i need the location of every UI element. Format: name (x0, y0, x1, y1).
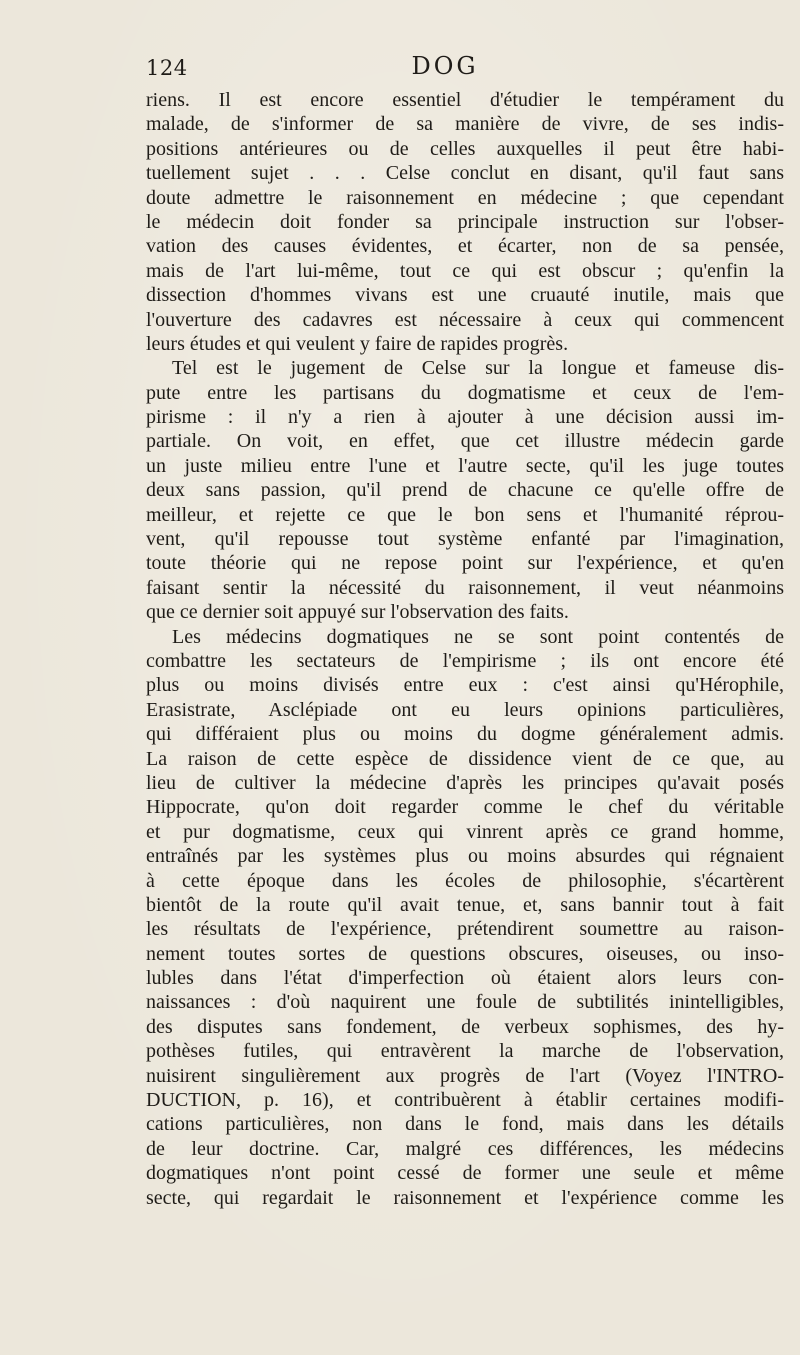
text-line: dogmatiques n'ont point cessé de former une seule et même (146, 1162, 784, 1185)
text-line: pute entre les partisans du dogmatisme et ceux de l'em- (146, 381, 784, 404)
text-line: l'ouverture des cadavres est nécessaire à ceux qui commencent (146, 308, 784, 331)
text-line: malade, de s'informer de sa manière de vivre, de ses indis- (146, 113, 784, 136)
text-line: doute admettre le raisonnement en médecine ; que cependant (146, 186, 784, 209)
text-line: secte, qui regardait le raisonnement et l'expérience comme les (146, 1186, 784, 1209)
text-line: meilleur, et rejette ce que le bon sens et l'humanité réprou- (146, 503, 784, 526)
text-line: positions antérieures ou de celles auxquelles il peut être habi- (146, 137, 784, 160)
text-line: cations particulières, non dans le fond, mais dans les détails (146, 1113, 784, 1136)
text-line: plus ou moins divisés entre eux : c'est ainsi qu'Hérophile, (146, 674, 784, 697)
text-line: lieu de cultiver la médecine d'après les principes qu'avait posés (146, 771, 784, 794)
text-line: lubles dans l'état d'imperfection où étaient alors leurs con- (146, 967, 784, 990)
text-line: riens. Il est encore essentiel d'étudier le tempérament du (146, 89, 784, 111)
running-head: DOG (411, 52, 479, 80)
text-line: naissances : d'où naquirent une foule de subtilités inintelligibles, (146, 991, 784, 1014)
text-line: bientôt de la route qu'il avait tenue, et, sans bannir tout à fait (146, 893, 784, 916)
text-line: toute théorie qui ne repose point sur l'expérience, et qu'en (146, 552, 784, 575)
text-line: pirisme : il n'y a rien à ajouter à une décision aussi im- (146, 406, 784, 429)
page-number: 124 (146, 56, 188, 80)
text-line: mais de l'art lui-même, tout ce qui est obscur ; qu'enfin la (146, 259, 784, 282)
text-line: les résultats de l'expérience, prétendirent soumettre au raison- (146, 918, 784, 941)
text-line: partiale. On voit, en effet, que cet illustre médecin garde (146, 430, 784, 453)
text-line: DUCTION, p. 16), et contribuèrent à établir certaines modifi- (146, 1089, 784, 1112)
text-line: vation des causes évidentes, et écarter, non de sa pensée, (146, 235, 784, 258)
text-line: des disputes sans fondement, de verbeux sophismes, des hy- (146, 1015, 784, 1038)
text-line: entraînés par les systèmes plus ou moins absurdes qui régnaient (146, 845, 784, 868)
text-line: Erasistrate, Asclépiade ont eu leurs opinions particulières, (146, 698, 784, 721)
text-line: tuellement sujet . . . Celse conclut en disant, qu'il faut sans (146, 162, 784, 185)
text-line: et pur dogmatisme, ceux qui vinrent après ce grand homme, (146, 820, 784, 843)
text-line: La raison de cette espèce de dissidence vient de ce que, au (146, 747, 784, 770)
text-line: deux sans passion, qu'il prend de chacune ce qu'elle offre de (146, 479, 784, 502)
text-line: pothèses futiles, qui entravèrent la marche de l'observation, (146, 1040, 784, 1063)
text-line: combattre les sectateurs de l'empirisme ; ils ont encore été (146, 649, 784, 672)
page-header (146, 52, 784, 86)
text-line: à cette époque dans les écoles de philosophie, s'écartèrent (146, 869, 784, 892)
text-line: Tel est le jugement de Celse sur la longue et fameuse dis- (172, 357, 784, 380)
text-line: faisant sentir la nécessité du raisonnement, il veut néanmoins (146, 576, 784, 599)
text-line: vent, qu'il repousse tout système enfanté par l'imagination, (146, 528, 784, 551)
text-line: Hippocrate, qu'on doit regarder comme le chef du véritable (146, 796, 784, 819)
text-line: de leur doctrine. Car, malgré ces différences, les médecins (146, 1137, 784, 1160)
text-line: leurs études et qui veulent y faire de rapides progrès. (146, 332, 569, 355)
text-line: dissection d'hommes vivans est une cruauté inutile, mais que (146, 284, 784, 307)
text-line: qui différaient plus ou moins du dogme généralement admis. (146, 723, 784, 746)
text-line: le médecin doit fonder sa principale instruction sur l'obser- (146, 210, 784, 233)
text-line: nuisirent singulièrement aux progrès de l'art (Voyez l'INTRO- (146, 1064, 784, 1087)
text-line: Les médecins dogmatiques ne se sont point contentés de (172, 625, 784, 648)
text-line: que ce dernier soit appuyé sur l'observation des faits. (146, 601, 569, 624)
text-line: un juste milieu entre l'une et l'autre secte, qu'il les juge toutes (146, 454, 784, 477)
text-line: nement toutes sortes de questions obscures, oiseuses, ou inso- (146, 942, 784, 965)
body-text (146, 88, 784, 1210)
